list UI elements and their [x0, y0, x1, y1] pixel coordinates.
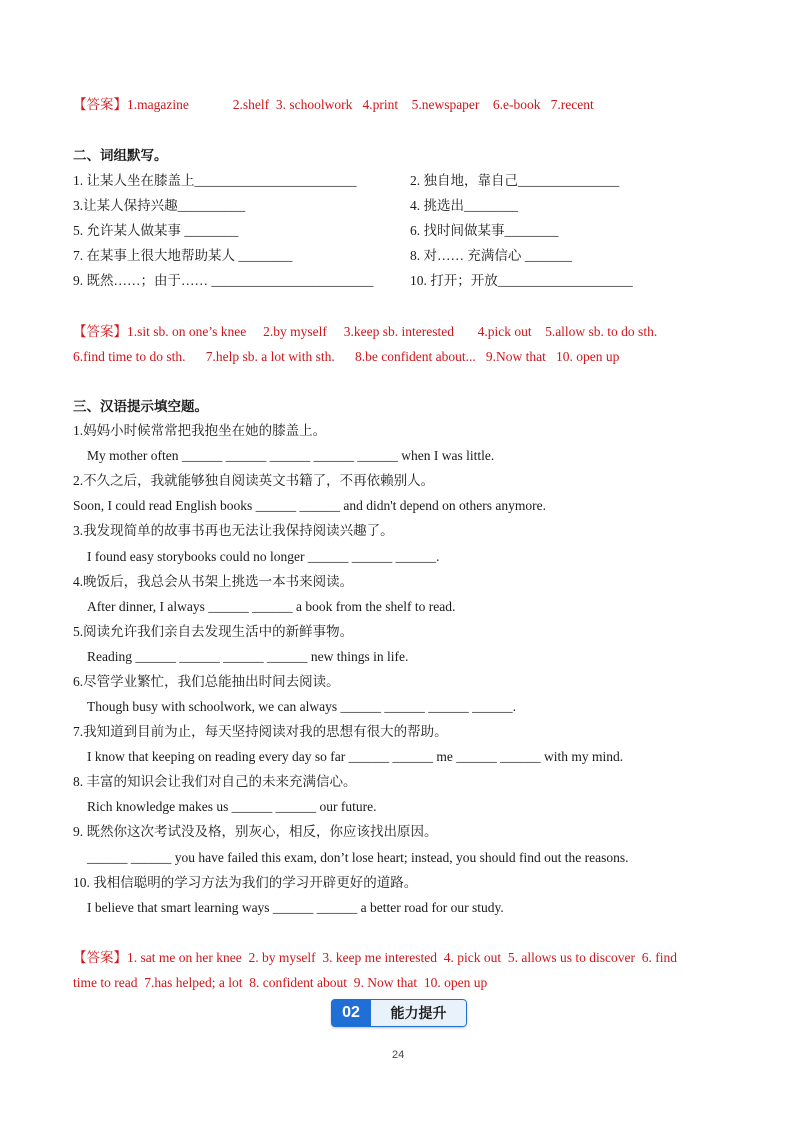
- phrase-row: 7. 在某事上很大地帮助某人 ________: [73, 248, 293, 263]
- question-en: Reading ______ ______ ______ ______ new things in life.: [87, 649, 409, 664]
- phrase-row: 5. 允许某人做某事 ________: [73, 223, 239, 238]
- question-en: Though busy with schoolwork, we can always ______ ______ ______ ______.: [87, 699, 516, 714]
- answer-key-3-line2: time to read 7.has helped; a lot 8. confident about 9. Now that 10. open up: [73, 975, 488, 990]
- question-en: After dinner, I always ______ ______ a book from the shelf to read.: [87, 599, 456, 614]
- question-en: ______ ______ you have failed this exam, don’t lose heart; instead, you should find out the reasons.: [87, 850, 629, 865]
- answer-key-3-line1: 【答案】1. sat me on her knee 2. by myself 3. keep me interested 4. pick out 5. allows us to discover 6. find: [73, 950, 678, 965]
- phrase-row: 6. 找时间做某事________: [410, 223, 559, 238]
- question-en: Rich knowledge makes us ______ ______ our future.: [87, 799, 377, 814]
- phrase-row: 8. 对…… 充满信心 _______: [410, 248, 572, 263]
- question-en: Soon, I could read English books ______ ______ and didn't depend on others anymore.: [73, 498, 546, 513]
- phrase-row: 9. 既然……；由于…… ________________________: [73, 273, 374, 288]
- section-2-title: 二、词组默写。: [73, 148, 168, 163]
- question-cn: 10. 我相信聪明的学习方法为我们的学习开辟更好的道路。: [73, 875, 418, 890]
- phrase-row: 3.让某人保持兴趣__________: [73, 198, 246, 213]
- answer-key-2-line1: 【答案】1.sit sb. on one’s knee 2.by myself 3.keep sb. interested 4.pick out 5.allow sb. to do sth.: [73, 324, 658, 339]
- page-number: 24: [392, 1049, 405, 1061]
- question-cn: 8. 丰富的知识会让我们对自己的未来充满信心。: [73, 774, 357, 789]
- section-3-title: 三、汉语提示填空题。: [73, 399, 208, 414]
- question-en: I found easy storybooks could no longer ______ ______ ______.: [87, 549, 440, 564]
- badge-number: 02: [331, 999, 371, 1027]
- phrase-row: 2. 独自地，靠自己_______________: [410, 173, 620, 188]
- question-cn: 4.晚饭后，我总会从书架上挑选一本书来阅读。: [73, 574, 354, 589]
- section-badge: [331, 999, 467, 1027]
- phrase-row: 1. 让某人坐在膝盖上________________________: [73, 173, 357, 188]
- question-cn: 7.我知道到目前为止，每天坚持阅读对我的思想有很大的帮助。: [73, 724, 448, 739]
- question-cn: 9. 既然你这次考试没及格，别灰心，相反，你应该找出原因。: [73, 824, 438, 839]
- question-cn: 1.妈妈小时候常常把我抱坐在她的膝盖上。: [73, 423, 327, 438]
- question-cn: 6.尽管学业繁忙，我们总能抽出时间去阅读。: [73, 674, 340, 689]
- question-en: I believe that smart learning ways ______ ______ a better road for our study.: [87, 900, 504, 915]
- answer-key-2-line2: 6.find time to do sth. 7.help sb. a lot with sth. 8.be confident about... 9.Now that 10. open up: [73, 349, 620, 364]
- question-cn: 2.不久之后，我就能够独自阅读英文书籍了，不再依赖别人。: [73, 473, 435, 488]
- question-cn: 3.我发现简单的故事书再也无法让我保持阅读兴趣了。: [73, 523, 394, 538]
- question-en: My mother often ______ ______ ______ ______ ______ when I was little.: [87, 448, 495, 463]
- badge-title: 能力提升: [371, 999, 467, 1027]
- question-en: I know that keeping on reading every day so far ______ ______ me ______ ______ with my mind.: [87, 749, 624, 764]
- question-cn: 5.阅读允许我们亲自去发现生活中的新鲜事物。: [73, 624, 354, 639]
- answer-key-1: 【答案】1.magazine 2.shelf 3. schoolwork 4.print 5.newspaper 6.e-book 7.recent: [73, 97, 594, 112]
- phrase-row: 4. 挑选出________: [410, 198, 518, 213]
- phrase-row: 10. 打开；开放____________________: [410, 273, 633, 288]
